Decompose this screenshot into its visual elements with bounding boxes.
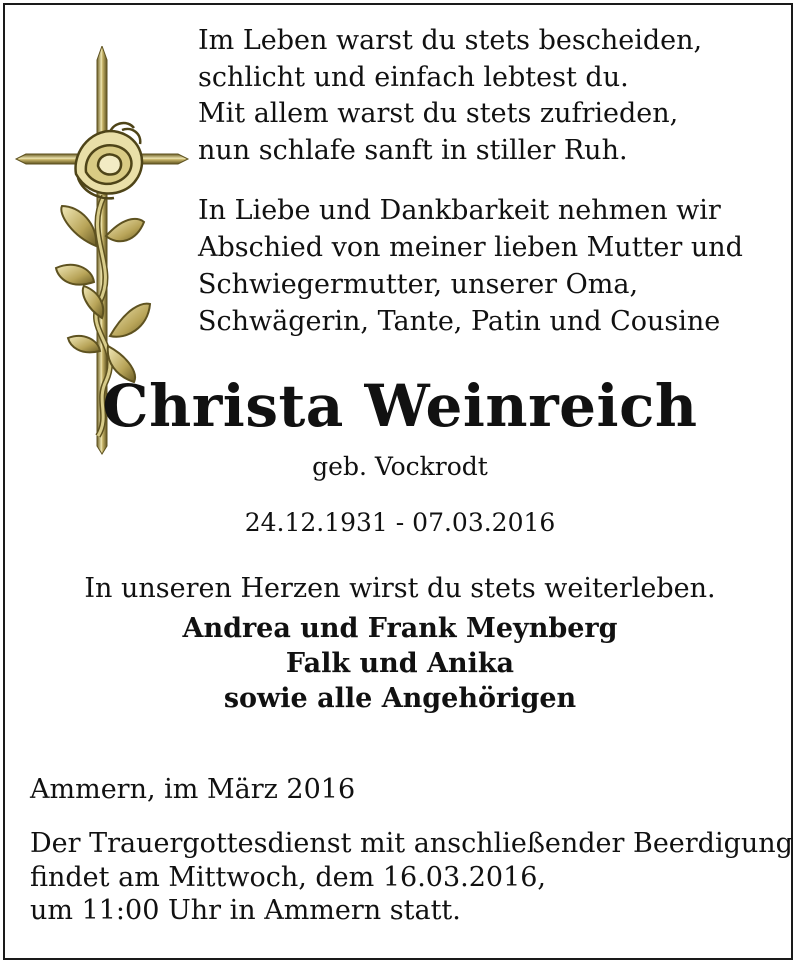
birth-name: geb. Vockrodt bbox=[312, 452, 488, 481]
intro-line: In Liebe und Dankbarkeit nehmen wir bbox=[198, 195, 721, 226]
memorial-verse bbox=[198, 23, 702, 169]
mourner-entry: sowie alle Angehörigen bbox=[223, 683, 577, 714]
place-and-date: Ammern, im März 2016 bbox=[30, 774, 356, 805]
life-dates: 24.12.1931 - 07.03.2016 bbox=[244, 508, 556, 537]
mourner-entry: Andrea und Frank Meynberg bbox=[182, 613, 618, 644]
deceased-name: Christa Weinreich bbox=[102, 372, 698, 440]
mourners-list bbox=[0, 611, 800, 716]
verse-line: Mit allem warst du stets zufrieden, bbox=[198, 98, 679, 129]
intro-line: Schwiegermutter, unserer Oma, bbox=[198, 269, 639, 300]
mourner-entry: Falk und Anika bbox=[285, 648, 515, 679]
service-line: findet am Mittwoch, dem 16.03.2016, bbox=[30, 861, 547, 893]
intro-line: Abschied von meiner lieben Mutter und bbox=[198, 232, 743, 263]
farewell-introduction bbox=[198, 192, 743, 340]
verse-line: nun schlafe sanft in stiller Ruh. bbox=[198, 134, 628, 166]
funeral-service-info bbox=[30, 827, 793, 928]
intro-line: Schwägerin, Tante, Patin und Cousine bbox=[198, 306, 721, 337]
verse-line: schlicht und einfach lebtest du. bbox=[198, 61, 629, 93]
service-line: um 11:00 Uhr in Ammern statt. bbox=[30, 895, 461, 926]
verse-line: Im Leben warst du stets bescheiden, bbox=[198, 25, 703, 56]
service-line: Der Trauergottesdienst mit anschließender Beerdigung bbox=[30, 828, 793, 859]
farewell-sentence: In unseren Herzen wirst du stets weiterleben. bbox=[84, 573, 716, 604]
